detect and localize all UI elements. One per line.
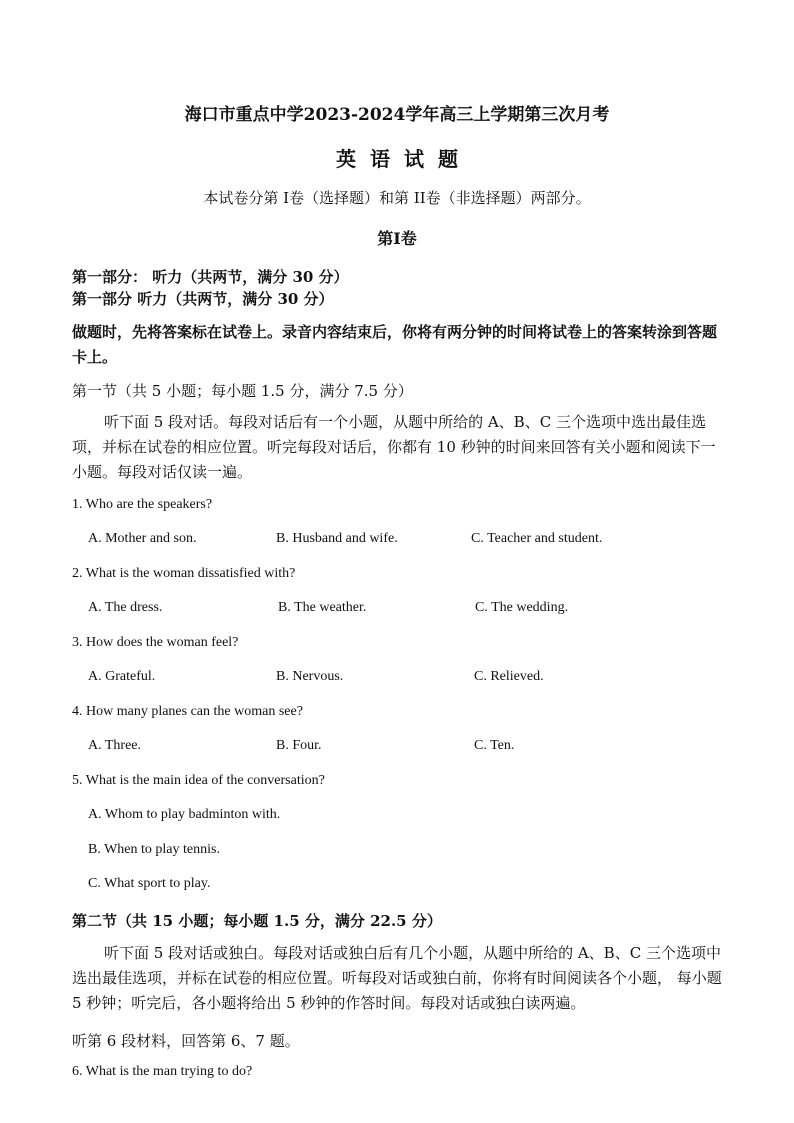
part1-heading-repeat: 第一部分 听力（共两节，满分 30 分） <box>72 290 334 308</box>
paper-note: 本试卷分第 I卷（选择题）和第 II卷（非选择题）两部分。 <box>203 189 591 207</box>
section1-heading: 第一节（共 5 小题；每小题 1.5 分，满分 7.5 分） <box>72 382 413 400</box>
option-a: A. Three. <box>88 738 141 753</box>
option-a: A. Mother and son. <box>88 531 197 546</box>
option-c: C. Ten. <box>474 738 515 753</box>
option-b: B. Nervous. <box>276 669 344 684</box>
material-instruction: 听第 6 段材料，回答第 6、7 题。 <box>72 1032 300 1050</box>
option-b: B. The weather. <box>278 600 367 615</box>
option-a: A. Whom to play badminton with. <box>88 807 281 822</box>
option-c: C. What sport to play. <box>88 876 211 891</box>
exam-title: 海口市重点中学2023-2024学年高三上学期第三次月考 <box>184 105 610 125</box>
question-stem: 5. What is the main idea of the conversation? <box>72 773 325 788</box>
option-c: C. The wedding. <box>475 600 569 615</box>
section2-heading: 第二节（共 15 小题；每小题 1.5 分，满分 22.5 分） <box>72 912 442 930</box>
part1-instruction: 做题时，先将答案标在试卷上。录音内容结束后，你将有两分钟的时间将试卷上的答案转涂到答题卡上。 <box>72 323 718 366</box>
option-a: A. The dress. <box>88 600 163 615</box>
option-b: B. Husband and wife. <box>276 531 398 546</box>
option-c: C. Relieved. <box>474 669 544 684</box>
section2-directions: 听下面 5 段对话或独白。每段对话或独白后有几个小题，从题中所给的 A、B、C 三个选项中选出最佳选项，并标在试卷的相应位置。听每段对话或独白前，你将有时间阅读各个小题， 每小题 5 秒钟；听完后，各小题将给出 5 秒钟的作答时间。每段对话或独白读两遍。 <box>72 944 722 1012</box>
question-stem: 2. What is the woman dissatisfied with? <box>72 566 296 581</box>
option-a: A. Grateful. <box>88 669 156 684</box>
question-stem: 6. What is the man trying to do? <box>72 1064 253 1079</box>
option-b: B. Four. <box>276 738 322 753</box>
volume-heading: 第I卷 <box>377 229 417 248</box>
part1-heading: 第一部分： 听力（共两节，满分 30 分） <box>72 268 349 286</box>
option-b: B. When to play tennis. <box>88 842 220 857</box>
question-stem: 4. How many planes can the woman see? <box>72 704 303 719</box>
question-stem: 1. Who are the speakers? <box>72 497 213 512</box>
option-c: C. Teacher and student. <box>471 531 603 546</box>
subject-title: 英语试题 <box>336 147 472 171</box>
section1-directions: 听下面 5 段对话。每段对话后有一个小题，从题中所给的 A、B、C 三个选项中选出最佳选项，并标在试卷的相应位置。听完每段对话后，你都有 10 秒钟的时间来回答有关小题和阅读下一小题。每段对话仅读一遍。 <box>72 413 716 481</box>
question-stem: 3. How does the woman feel? <box>72 635 239 650</box>
